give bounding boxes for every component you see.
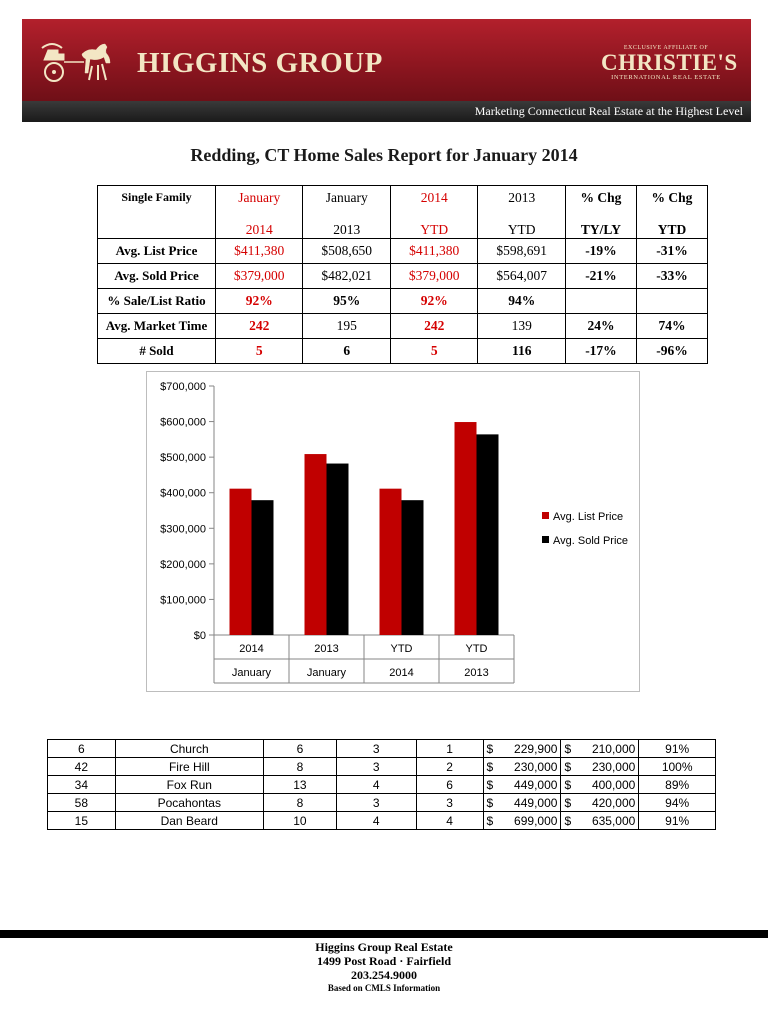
col-header-ytd-2013: 2013 YTD [478,186,565,239]
cell-c4: 3 [336,758,416,776]
cell-sold [561,740,639,758]
cell-c4: 4 [336,812,416,830]
header-banner [22,19,751,101]
y-tick-label: $300,000 [160,523,206,536]
currency-symbol: $ [564,777,572,792]
currency-symbol: $ [486,813,494,828]
currency-symbol: $ [486,759,494,774]
cell-c3: 13 [263,776,336,794]
cell [636,289,707,314]
y-tick-label: $500,000 [160,452,206,465]
cell: 24% [565,314,636,339]
cell-ratio: 91% [639,740,716,758]
cell-list [483,776,561,794]
currency-symbol: $ [486,795,494,810]
horse-carriage-icon [40,38,122,84]
money-value: 400,000 [591,777,636,792]
x-tick-label: YTD [390,643,413,655]
christies-logo [601,45,738,82]
y-tick-label: $400,000 [160,487,206,500]
cell: -31% [636,239,707,264]
money-value: 449,000 [514,795,558,810]
report-title: Redding, CT Home Sales Report for January 2014 [190,145,578,165]
cell-list [483,794,561,812]
cell: 95% [303,289,390,314]
tagline: Marketing Connecticut Real Estate at the Highest Level [474,104,743,118]
cell-c1: 15 [48,812,116,830]
col-header-ytd-2014: 2014 YTD [390,186,477,239]
cell-c4: 4 [336,776,416,794]
cell: 195 [303,314,390,339]
bar-avg-list-price [380,489,402,635]
bar-avg-sold-price [252,500,274,635]
cell-sold [561,758,639,776]
summary-header-row [98,186,708,239]
y-tick-label: $100,000 [160,594,206,607]
cell: 116 [478,339,565,364]
table-row [48,794,716,812]
footer-bar [0,930,768,938]
cell: $411,380 [216,239,303,264]
cell: $411,380 [390,239,477,264]
affiliate-top: EXCLUSIVE AFFILIATE OF [623,45,709,51]
cell: 92% [216,289,303,314]
col-header-jan-2014: January 2014 [216,186,303,239]
bar-avg-sold-price [402,500,424,635]
cell: 94% [478,289,565,314]
row-label: Avg. Sold Price [98,264,216,289]
cell-name: Fire Hill [115,758,263,776]
money-value: 230,000 [514,759,558,774]
cell-c5: 4 [416,812,483,830]
footer-phone: 203.254.9000 [351,968,417,982]
x-tick-label: 2014 [239,643,264,655]
cell-ratio: 91% [639,812,716,830]
table-row [48,758,716,776]
affiliate-name: CHRISTIE'S [601,50,738,75]
x-tick-label: YTD [465,643,488,655]
cell: $379,000 [390,264,477,289]
price-chart-svg [147,372,639,691]
bar-avg-list-price [230,489,252,635]
cell-c1: 58 [48,794,116,812]
currency-symbol: $ [486,777,494,792]
summary-table [97,185,708,364]
legend-swatch [542,512,549,519]
currency-symbol: $ [564,813,572,828]
x-tick-label: 2013 [314,643,339,655]
summary-row [98,314,708,339]
x-group-label: January [306,667,347,679]
row-label: Avg. List Price [98,239,216,264]
table-row [48,776,716,794]
currency-symbol: $ [564,741,572,756]
cell: -19% [565,239,636,264]
cell [565,289,636,314]
cell-c5: 3 [416,794,483,812]
cell-c5: 6 [416,776,483,794]
cell-c5: 1 [416,740,483,758]
table-row [48,812,716,830]
cell-c1: 34 [48,776,116,794]
cell-ratio: 89% [639,776,716,794]
bar-avg-list-price [305,454,327,635]
x-group-label: January [231,667,272,679]
money-value: 449,000 [514,777,558,792]
tagline-bar [22,101,751,122]
cell-name: Dan Beard [115,812,263,830]
legend-swatch [542,536,549,543]
cell: $379,000 [216,264,303,289]
cell-list [483,758,561,776]
row-label: Avg. Market Time [98,314,216,339]
money-value: 635,000 [591,813,636,828]
footer [0,940,768,994]
summary-row [98,264,708,289]
summary-row [98,239,708,264]
money-value: 420,000 [591,795,636,810]
row-label: # Sold [98,339,216,364]
summary-row [98,339,708,364]
y-tick-label: $600,000 [160,416,206,429]
cell: 92% [390,289,477,314]
cell-list [483,740,561,758]
cell-c3: 10 [263,812,336,830]
bar-avg-list-price [455,422,477,635]
cell-c3: 6 [263,740,336,758]
bar-avg-sold-price [327,464,349,635]
footer-address: 1499 Post Road · Fairfield [317,954,451,968]
cell: 5 [216,339,303,364]
brand-name: HIGGINS GROUP [137,47,383,79]
cell-name: Church [115,740,263,758]
money-value: 230,000 [591,759,636,774]
legend-entry: Avg. Sold Price [553,535,629,547]
cell: $482,021 [303,264,390,289]
cell-c1: 42 [48,758,116,776]
cell-sold [561,776,639,794]
cell-sold [561,794,639,812]
cell: -21% [565,264,636,289]
cell-list [483,812,561,830]
cell: 5 [390,339,477,364]
corner-cell: Single Family [98,186,216,239]
cell: 242 [216,314,303,339]
cell: -17% [565,339,636,364]
currency-symbol: $ [486,741,494,756]
cell: -33% [636,264,707,289]
cell: $564,007 [478,264,565,289]
cell-name: Pocahontas [115,794,263,812]
cell-c5: 2 [416,758,483,776]
legend-entry: Avg. List Price [553,511,624,523]
price-chart [146,371,640,692]
col-header-jan-2013: January 2013 [303,186,390,239]
footer-source: Based on CMLS Information [327,983,441,993]
cell-ratio: 100% [639,758,716,776]
cell: 74% [636,314,707,339]
cell-c4: 3 [336,740,416,758]
cell: $508,650 [303,239,390,264]
x-group-label: 2013 [464,667,489,679]
summary-row [98,289,708,314]
x-group-label: 2014 [389,667,414,679]
affiliate-sub: INTERNATIONAL REAL ESTATE [611,74,721,81]
bar-avg-sold-price [477,434,499,635]
cell: 242 [390,314,477,339]
money-value: 210,000 [591,741,636,756]
cell: 139 [478,314,565,339]
y-tick-label: $0 [193,630,206,642]
money-value: 699,000 [514,813,558,828]
cell-sold [561,812,639,830]
cell-c3: 8 [263,758,336,776]
cell-c1: 6 [48,740,116,758]
row-label: % Sale/List Ratio [98,289,216,314]
cell-ratio: 94% [639,794,716,812]
currency-symbol: $ [564,759,572,774]
footer-company: Higgins Group Real Estate [315,940,453,954]
cell-c3: 8 [263,794,336,812]
neighborhood-table [47,739,716,830]
cell-c4: 3 [336,794,416,812]
money-value: 229,900 [514,741,558,756]
col-header-chg-tyly: % Chg TY/LY [565,186,636,239]
y-tick-label: $700,000 [160,381,206,393]
cell: 6 [303,339,390,364]
y-tick-label: $200,000 [160,558,206,571]
cell: -96% [636,339,707,364]
cell: $598,691 [478,239,565,264]
col-header-chg-ytd: % Chg YTD [636,186,707,239]
currency-symbol: $ [564,795,572,810]
table-row [48,740,716,758]
cell-name: Fox Run [115,776,263,794]
